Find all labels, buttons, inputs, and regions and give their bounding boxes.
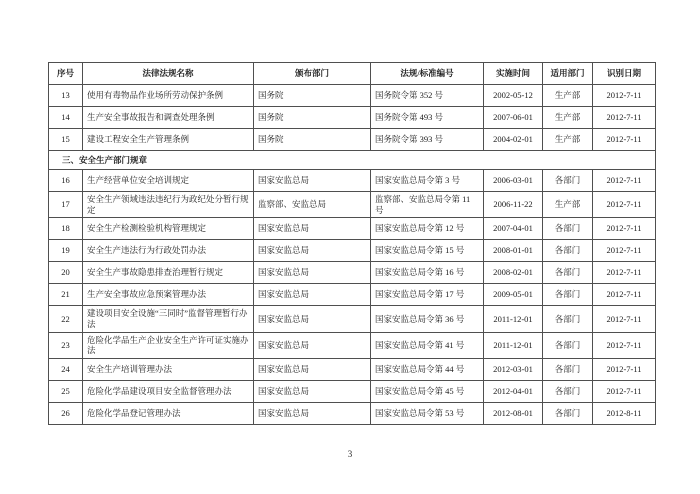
cell-number: 21 <box>49 284 83 306</box>
page-number: 3 <box>347 449 353 459</box>
cell-issuing-department: 国务院 <box>254 129 371 151</box>
cell-law-name: 安全生产培训管理办法 <box>83 358 254 380</box>
cell-regulation-code: 国家安监总局令第 16 号 <box>371 262 484 284</box>
cell-identified-date: 2012-8-11 <box>593 402 656 424</box>
cell-issuing-department: 国务院 <box>254 85 371 107</box>
cell-regulation-code: 国家安监总局令第 15 号 <box>371 240 484 262</box>
cell-applicable-department: 各部门 <box>543 402 593 424</box>
cell-regulation-code: 监察部、安监总局令第 11 号 <box>371 192 484 218</box>
cell-issuing-department: 国家安监总局 <box>254 218 371 240</box>
cell-applicable-department: 各部门 <box>543 240 593 262</box>
cell-effective-date: 2006-03-01 <box>484 170 543 192</box>
cell-issuing-department: 国家安监总局 <box>254 306 371 332</box>
table-row <box>49 240 656 262</box>
cell-effective-date: 2008-02-01 <box>484 262 543 284</box>
cell-regulation-code: 国家安监总局令第 53 号 <box>371 402 484 424</box>
cell-number: 25 <box>49 380 83 402</box>
cell-regulation-code: 国务院令第 493 号 <box>371 107 484 129</box>
cell-effective-date: 2011-12-01 <box>484 306 543 332</box>
cell-number: 13 <box>49 85 83 107</box>
cell-applicable-department: 各部门 <box>543 262 593 284</box>
cell-identified-date: 2012-7-11 <box>593 129 656 151</box>
cell-law-name: 安全生产领域违法违纪行为政纪处分暂行规定 <box>83 192 254 218</box>
cell-identified-date: 2012-7-11 <box>593 218 656 240</box>
cell-effective-date: 2012-04-01 <box>484 380 543 402</box>
cell-issuing-department: 国家安监总局 <box>254 380 371 402</box>
cell-number: 18 <box>49 218 83 240</box>
table-row <box>49 129 656 151</box>
cell-law-name: 生产安全事故应急预案管理办法 <box>83 284 254 306</box>
cell-identified-date: 2012-7-11 <box>593 85 656 107</box>
column-header-4: 实施时间 <box>484 63 543 85</box>
cell-identified-date: 2012-7-11 <box>593 240 656 262</box>
cell-applicable-department: 各部门 <box>543 332 593 358</box>
cell-law-name: 危险化学品登记管理办法 <box>83 402 254 424</box>
cell-identified-date: 2012-7-11 <box>593 358 656 380</box>
table-row <box>49 358 656 380</box>
cell-identified-date: 2012-7-11 <box>593 107 656 129</box>
cell-number: 23 <box>49 332 83 358</box>
column-header-5: 适用部门 <box>543 63 593 85</box>
cell-law-name: 生产安全事故报告和调查处理条例 <box>83 107 254 129</box>
table-row <box>49 332 656 358</box>
cell-issuing-department: 国务院 <box>254 107 371 129</box>
cell-identified-date: 2012-7-11 <box>593 192 656 218</box>
column-header-0: 序号 <box>49 63 83 85</box>
cell-regulation-code: 国家安监总局令第 36 号 <box>371 306 484 332</box>
cell-applicable-department: 各部门 <box>543 170 593 192</box>
cell-issuing-department: 国家安监总局 <box>254 332 371 358</box>
cell-identified-date: 2012-7-11 <box>593 380 656 402</box>
cell-identified-date: 2012-7-11 <box>593 284 656 306</box>
regulations-table <box>48 62 656 425</box>
cell-applicable-department: 生产部 <box>543 85 593 107</box>
cell-issuing-department: 国家安监总局 <box>254 170 371 192</box>
cell-regulation-code: 国家安监总局令第 3 号 <box>371 170 484 192</box>
cell-effective-date: 2002-05-12 <box>484 85 543 107</box>
cell-identified-date: 2012-7-11 <box>593 306 656 332</box>
cell-identified-date: 2012-7-11 <box>593 170 656 192</box>
cell-effective-date: 2007-06-01 <box>484 107 543 129</box>
cell-effective-date: 2012-08-01 <box>484 402 543 424</box>
cell-number: 16 <box>49 170 83 192</box>
section-title: 三、安全生产部门规章 <box>49 151 656 170</box>
cell-effective-date: 2008-01-01 <box>484 240 543 262</box>
cell-issuing-department: 国家安监总局 <box>254 402 371 424</box>
cell-issuing-department: 国家安监总局 <box>254 284 371 306</box>
cell-regulation-code: 国家安监总局令第 44 号 <box>371 358 484 380</box>
table-row <box>49 380 656 402</box>
cell-regulation-code: 国家安监总局令第 17 号 <box>371 284 484 306</box>
cell-applicable-department: 生产部 <box>543 192 593 218</box>
cell-applicable-department: 生产部 <box>543 129 593 151</box>
cell-effective-date: 2011-12-01 <box>484 332 543 358</box>
cell-law-name: 使用有毒物品作业场所劳动保护条例 <box>83 85 254 107</box>
table-row <box>49 402 656 424</box>
cell-law-name: 危险化学品建设项目安全监督管理办法 <box>83 380 254 402</box>
cell-applicable-department: 各部门 <box>543 358 593 380</box>
cell-law-name: 危险化学品生产企业安全生产许可证实施办法 <box>83 332 254 358</box>
cell-applicable-department: 各部门 <box>543 306 593 332</box>
cell-law-name: 安全生产违法行为行政处罚办法 <box>83 240 254 262</box>
cell-identified-date: 2012-7-11 <box>593 262 656 284</box>
cell-law-name: 建设工程安全生产管理条例 <box>83 129 254 151</box>
cell-law-name: 生产经营单位安全培训规定 <box>83 170 254 192</box>
column-header-1: 法律法规名称 <box>83 63 254 85</box>
cell-number: 19 <box>49 240 83 262</box>
cell-effective-date: 2007-04-01 <box>484 218 543 240</box>
column-header-6: 识别日期 <box>593 63 656 85</box>
table-row <box>49 218 656 240</box>
cell-effective-date: 2012-03-01 <box>484 358 543 380</box>
cell-regulation-code: 国家安监总局令第 41 号 <box>371 332 484 358</box>
cell-regulation-code: 国家安监总局令第 12 号 <box>371 218 484 240</box>
cell-issuing-department: 监察部、安监总局 <box>254 192 371 218</box>
table-row <box>49 170 656 192</box>
table-row <box>49 192 656 218</box>
table-header-row <box>49 63 656 85</box>
cell-number: 17 <box>49 192 83 218</box>
table-row <box>49 262 656 284</box>
cell-law-name: 安全生产检测检验机构管理规定 <box>83 218 254 240</box>
cell-identified-date: 2012-7-11 <box>593 332 656 358</box>
cell-applicable-department: 各部门 <box>543 218 593 240</box>
cell-number: 15 <box>49 129 83 151</box>
cell-law-name: 安全生产事故隐患排查治理暂行规定 <box>83 262 254 284</box>
cell-number: 22 <box>49 306 83 332</box>
cell-number: 20 <box>49 262 83 284</box>
table-row <box>49 85 656 107</box>
column-header-3: 法规/标准编号 <box>371 63 484 85</box>
cell-issuing-department: 国家安监总局 <box>254 262 371 284</box>
cell-effective-date: 2006-11-22 <box>484 192 543 218</box>
cell-applicable-department: 各部门 <box>543 284 593 306</box>
section-header-row <box>49 151 656 170</box>
cell-issuing-department: 国家安监总局 <box>254 358 371 380</box>
cell-number: 24 <box>49 358 83 380</box>
cell-number: 26 <box>49 402 83 424</box>
cell-regulation-code: 国家安监总局令第 45 号 <box>371 380 484 402</box>
table-row <box>49 306 656 332</box>
table-row <box>49 107 656 129</box>
cell-applicable-department: 各部门 <box>543 380 593 402</box>
cell-number: 14 <box>49 107 83 129</box>
cell-applicable-department: 生产部 <box>543 107 593 129</box>
cell-effective-date: 2009-05-01 <box>484 284 543 306</box>
cell-issuing-department: 国家安监总局 <box>254 240 371 262</box>
cell-law-name: 建设项目安全设施“三同时”监督管理暂行办法 <box>83 306 254 332</box>
column-header-2: 颁布部门 <box>254 63 371 85</box>
cell-effective-date: 2004-02-01 <box>484 129 543 151</box>
cell-regulation-code: 国务院令第 352 号 <box>371 85 484 107</box>
table-row <box>49 284 656 306</box>
cell-regulation-code: 国务院令第 393 号 <box>371 129 484 151</box>
